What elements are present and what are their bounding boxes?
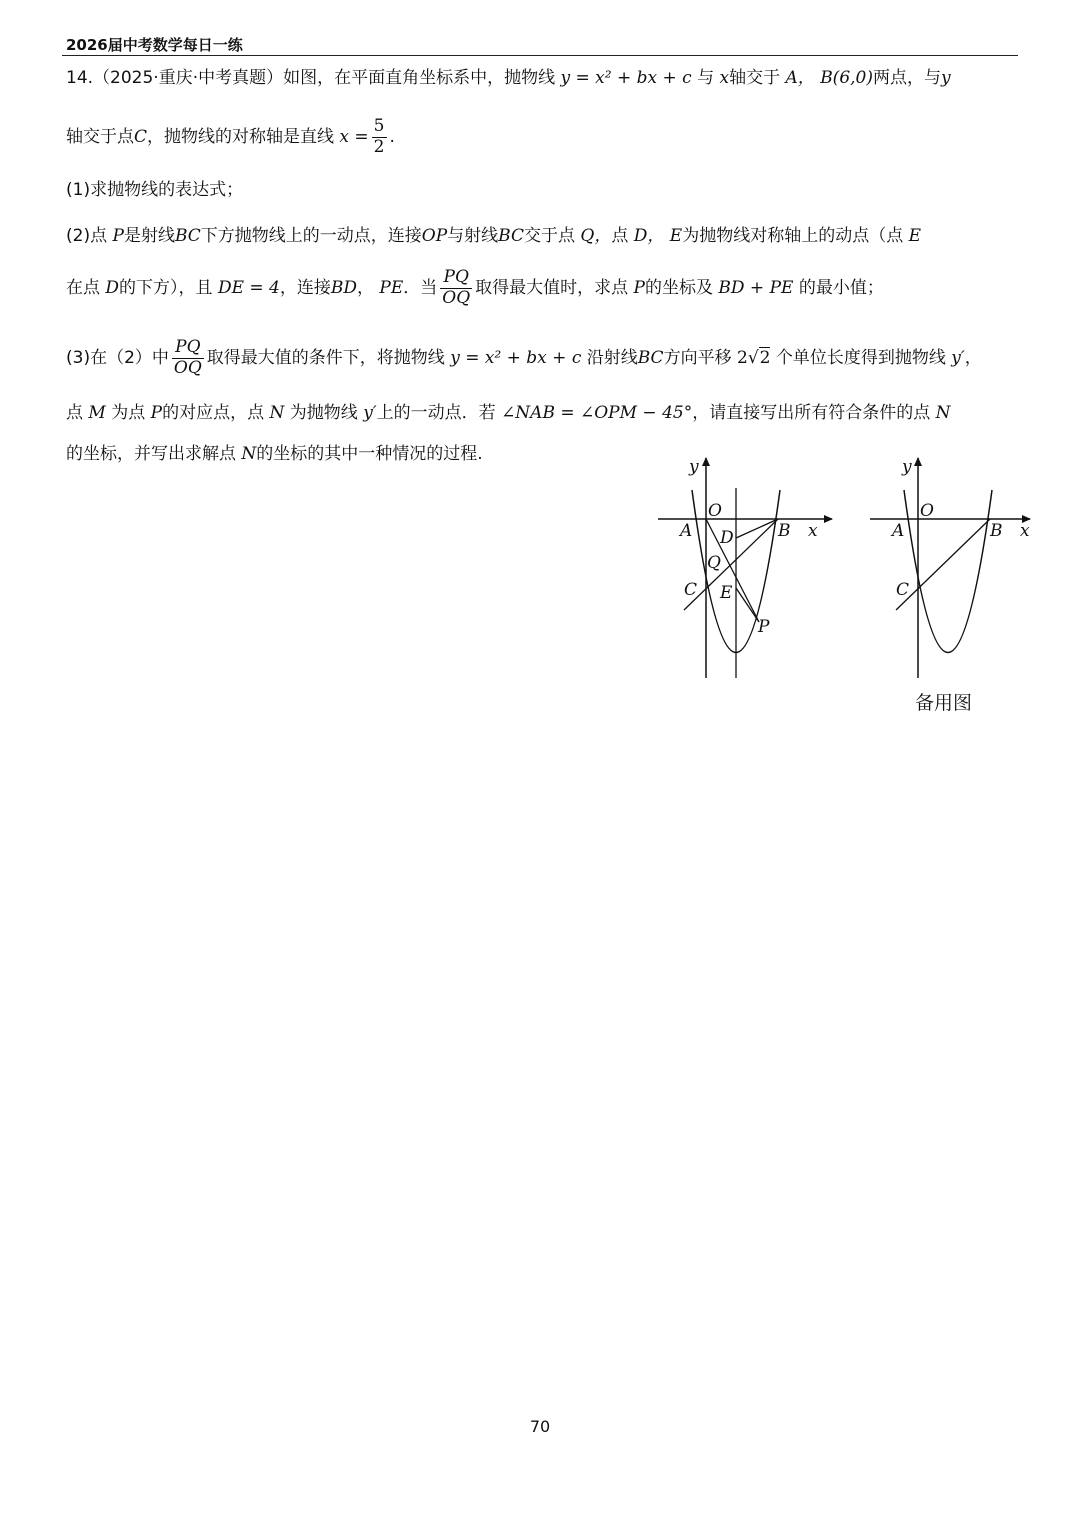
point-label: D <box>105 278 120 299</box>
fraction-denominator: 2 <box>373 136 385 157</box>
fraction-numerator: PQ <box>172 338 204 359</box>
part-3-line-3 <box>66 444 483 464</box>
stem-text: 轴交于点 <box>66 127 134 148</box>
stem-text: 如图，在平面直角坐标系中，抛物线 <box>283 68 556 88</box>
point-label: P <box>150 403 163 423</box>
stem-text: 的坐标及 <box>645 278 713 299</box>
segment-label: PE <box>379 278 404 299</box>
fraction-numerator: PQ <box>440 268 472 289</box>
parabola-equation: y = x² + bx + c <box>450 348 582 369</box>
point-label: N <box>269 403 285 423</box>
parabola-curve <box>904 490 992 653</box>
label-y: y <box>902 457 912 477</box>
problem-source: （2025·重庆·中考真题） <box>93 68 284 88</box>
fraction-pq-oq <box>172 338 204 378</box>
label-A: A <box>680 521 693 541</box>
point-label: N <box>935 403 951 423</box>
stem-text: 在点 <box>66 278 100 299</box>
sqrt-coefficient: 2 <box>736 348 748 369</box>
label-P: P <box>758 617 770 637</box>
point-label: A， <box>785 68 815 88</box>
stem-text: 为点 <box>111 403 146 423</box>
point-label: N <box>241 444 257 464</box>
math-expr: DE = 4 <box>217 278 280 299</box>
stem-text: 与 <box>697 68 715 88</box>
stem-text: 的坐标的其中一种情况的过程. <box>256 444 483 464</box>
math-var: y′ <box>951 348 965 369</box>
math-var: y <box>940 68 951 88</box>
segment-label: BC <box>174 226 201 246</box>
stem-text: 与射线 <box>447 226 499 246</box>
segment-label: OP <box>421 226 448 246</box>
shift-distance: 2√2 <box>736 348 771 369</box>
point-label: P <box>633 278 645 299</box>
main-figure <box>658 457 832 678</box>
stem-text: ．当 <box>403 278 438 299</box>
stem-text: 下方抛物线上的一动点，连接 <box>200 226 422 246</box>
segment-label: BC <box>637 348 664 369</box>
coordinate-figures <box>650 450 1050 690</box>
fraction-pq-oq <box>440 268 472 308</box>
point-label: D， <box>633 226 665 246</box>
label-x: x <box>1020 521 1030 541</box>
sqrt-radicand: 2 <box>759 348 771 369</box>
stem-text: 点 <box>611 226 629 246</box>
segment-label: BC <box>498 226 524 246</box>
stem-text: 上的一动点．若 <box>376 403 496 423</box>
label-O: O <box>708 501 722 521</box>
stem-text: ，连接 <box>279 278 331 299</box>
figure-caption: 备用图 <box>915 692 973 714</box>
stem-text: (3)在（2）中 <box>66 348 169 369</box>
stem-text: 轴交于 <box>729 68 781 88</box>
stem-text: (2)点 <box>66 226 108 246</box>
stem-text: 为抛物线 <box>289 403 358 423</box>
stem-text: 的对应点，点 <box>162 403 265 423</box>
label-y: y <box>689 457 699 477</box>
stem-text: 为抛物线对称轴上的动点（点 <box>682 226 904 246</box>
point-label: Q， <box>580 226 612 246</box>
stem-text: ，请直接写出所有符合条件的点 <box>692 403 931 423</box>
spare-figure <box>870 457 1030 678</box>
fraction-numerator: 5 <box>373 116 385 136</box>
stem-text: 的坐标，并写出求解点 <box>66 444 236 464</box>
label-Q: Q <box>707 553 721 573</box>
label-C: C <box>896 580 910 600</box>
label-E: E <box>720 583 733 603</box>
stem-text: 方向平移 <box>663 348 732 369</box>
stem-text: 是射线 <box>123 226 175 246</box>
label-B: B <box>778 521 791 541</box>
stem-text: 取得最大值时，求点 <box>475 278 629 299</box>
segment-pe <box>736 588 759 622</box>
stem-text: ，抛物线的对称轴是直线 <box>147 127 335 148</box>
stem-text: ， <box>357 278 374 299</box>
label-x: x <box>808 521 818 541</box>
stem-text: 的最小值； <box>798 278 884 299</box>
fraction-five-halves <box>372 117 387 157</box>
math-expr: x = <box>339 127 369 148</box>
stem-text: 沿射线 <box>586 348 638 369</box>
stem-text: . <box>389 127 395 148</box>
label-O: O <box>920 501 934 521</box>
point-label: C <box>134 127 148 148</box>
stem-text: ， <box>964 348 982 369</box>
label-B: B <box>990 521 1003 541</box>
segment-label: BD <box>330 278 357 299</box>
label-A: A <box>892 521 905 541</box>
problem-line-1 <box>66 68 951 88</box>
fraction-denominator: OQ <box>173 357 202 378</box>
page-number: 70 <box>529 1417 551 1436</box>
label-C: C <box>684 580 698 600</box>
problem-line-2 <box>66 117 395 157</box>
point-label: E <box>908 226 922 246</box>
math-expr: BD + PE <box>718 278 794 299</box>
point-label: E <box>669 226 683 246</box>
problem-number: 14. <box>66 68 94 88</box>
figure-panel <box>650 450 1050 694</box>
part-1: (1)求抛物线的表达式； <box>66 180 244 200</box>
math-var: x <box>719 68 730 88</box>
label-D: D <box>720 528 734 548</box>
angle-condition: ∠NAB = ∠OPM − 45° <box>501 403 693 423</box>
part-3-line-2 <box>66 403 951 423</box>
stem-text: 取得最大值的条件下，将抛物线 <box>206 348 445 369</box>
point-label: P <box>112 226 124 246</box>
part-2-line-2 <box>66 268 884 308</box>
fraction-denominator: OQ <box>442 287 471 308</box>
stem-text: 两点，与 <box>872 68 941 88</box>
page-header: 2026届中考数学每日一练 <box>66 36 243 54</box>
segment-bd <box>736 519 778 538</box>
stem-text: 点 <box>66 403 83 423</box>
parabola-equation: y = x² + bx + c <box>560 68 692 88</box>
math-var: y′ <box>363 403 377 423</box>
stem-text: 的下方），且 <box>119 278 213 299</box>
stem-text: 交于点 <box>524 226 575 246</box>
point-label: B(6,0) <box>820 68 873 88</box>
part-3-line-1 <box>66 338 982 378</box>
header-divider <box>62 55 1018 56</box>
stem-text: 个单位长度得到抛物线 <box>775 348 946 369</box>
part-2-line-1 <box>66 226 921 246</box>
point-label: M <box>88 403 106 423</box>
